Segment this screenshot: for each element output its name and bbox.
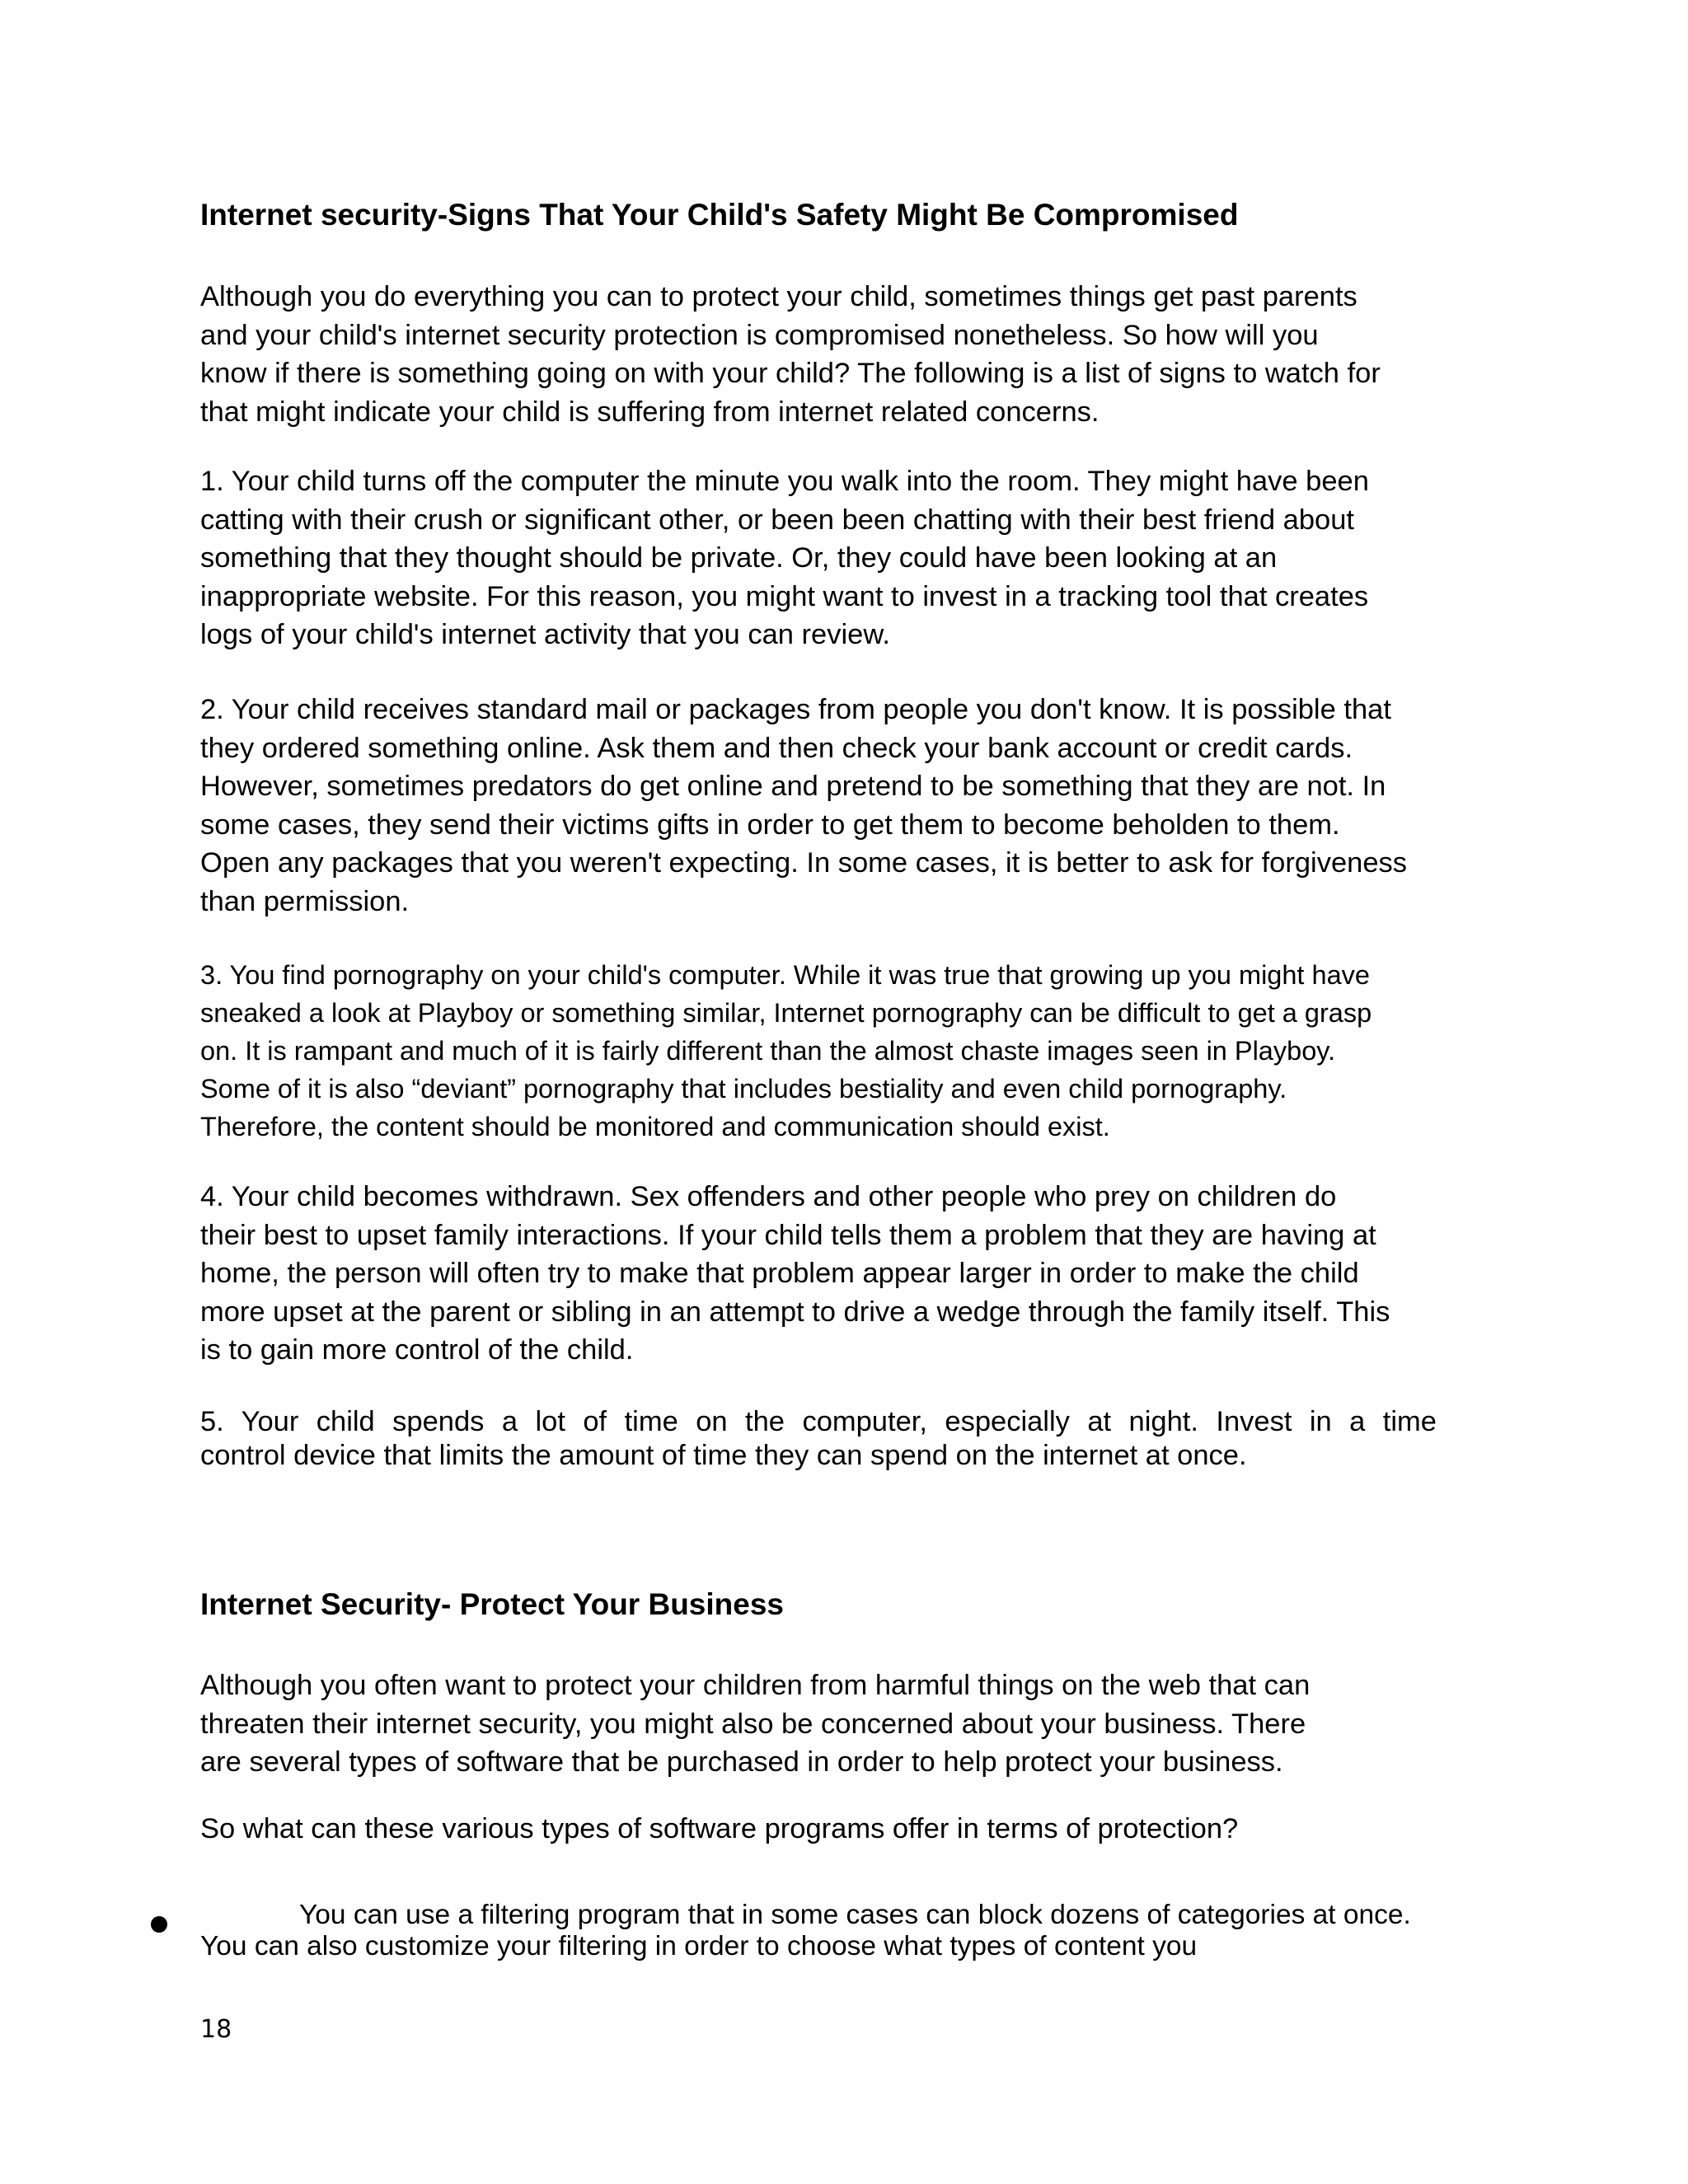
text-line: and your child's internet security protection is compromised nonetheless. So how will you [200,319,1319,351]
question-paragraph [200,1810,1503,1849]
text-line: Although you do everything you can to protect your child, sometimes things get past parents [200,281,1357,312]
text-line: You can use a filtering program that in some cases can block dozens of categories at once. [299,1900,1411,1930]
text-line: threaten their internet security, you might also be concerned about your business. There [200,1708,1306,1740]
text-line: home, the person will often try to make that problem appear larger in order to make the child [200,1258,1359,1289]
bullet-dot-icon [151,1916,167,1933]
text-line: catting with their crush or significant other, or been been chatting with their best friend about [200,504,1354,536]
text-line: their best to upset family interactions. If your child tells them a problem that they are having at [200,1219,1376,1251]
text-line: is to gain more control of the child. [200,1334,634,1366]
text-line: something that they thought should be private. Or, they could have been looking at an [200,542,1278,574]
section-heading-child-safety: Internet security-Signs That Your Child's Safety Might Be Compromised [200,198,1239,232]
text-line: that might indicate your child is suffering from internet related concerns. [200,396,1100,428]
text-line: inappropriate website. For this reason, you might want to invest in a tracking tool that creates [200,580,1369,612]
text-line: logs of your child's internet activity that you can review. [200,619,890,650]
text-line: more upset at the parent or sibling in an attempt to drive a wedge through the family itself. This [200,1296,1390,1328]
text-line: some cases, they send their victims gifts in order to get them to become beholden to them. [200,808,1340,841]
text-line: So what can these various types of software programs offer in terms of protection? [200,1813,1239,1844]
section-heading-business: Internet Security- Protect Your Business [200,1587,784,1621]
text-line: sneaked a look at Playboy or something similar, Internet pornography can be difficult to get a grasp [200,998,1372,1028]
text-line: 3. You find pornography on your child's computer. While it was true that growing up you might have [200,960,1370,990]
text-line: Although you often want to protect your children from harmful things on the web that can [200,1670,1311,1701]
text-line: they ordered something online. Ask them and then check your bank account or credit cards. [200,732,1353,764]
sign-2-paragraph [200,691,1503,921]
text-line: 1. Your child turns off the computer the minute you walk into the room. They might have been [200,466,1369,497]
text-line: than permission. [200,885,410,917]
page-number: 18 [200,2015,232,2044]
sign-1-paragraph [200,462,1503,654]
sign-3-paragraph [200,956,1503,1146]
text-line: on. It is rampant and much of it is fairly different than the almost chaste images seen in Playboy. [200,1036,1336,1066]
text-line: control device that limits the amount of time they can spend on the internet at once. [200,1440,1247,1471]
text-line: However, sometimes predators do get online and pretend to be something that they are not. In [200,771,1386,802]
text-line: know if there is something going on with your child? The following is a list of signs to watch for [200,358,1381,389]
text-line: You can also customize your filtering in order to choose what types of content you [200,1931,1198,1961]
text-line: Some of it is also “deviant” pornography that includes bestiality and even child pornography. [200,1074,1287,1104]
text-line: are several types of software that be purchased in order to help protect your business. [200,1746,1283,1778]
intro-paragraph-business [200,1666,1503,1782]
text-line: 4. Your child becomes withdrawn. Sex offenders and other people who prey on children do [200,1181,1337,1212]
text-line: Therefore, the content should be monitored and communication should exist. [200,1112,1110,1141]
sign-5-paragraph [200,1405,1437,1473]
bullet-item [200,1900,1519,1962]
text-line: 5. Your child spends a lot of time on the computer, especially at night. Invest in a time [200,1406,1437,1437]
text-line: 2. Your child receives standard mail or packages from people you don't know. It is possible that [200,694,1391,725]
intro-paragraph-child-safety [200,278,1503,431]
sign-4-paragraph [200,1178,1503,1370]
text-line: Open any packages that you weren't expecting. In some cases, it is better to ask for forgiveness [200,847,1408,879]
